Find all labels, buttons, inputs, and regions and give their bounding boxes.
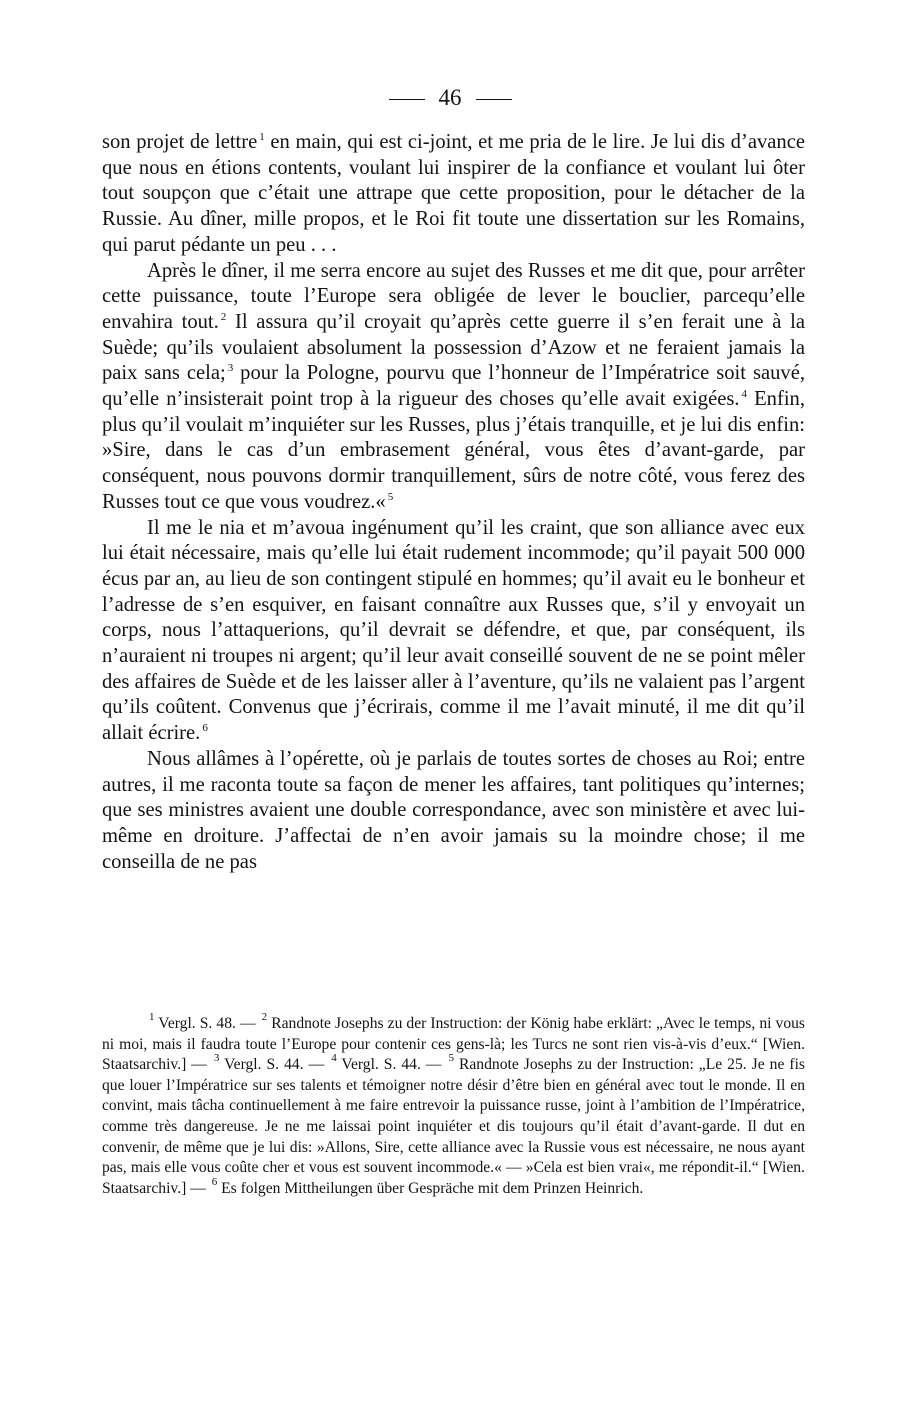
text-segment: Il me le nia et m’avoua ingénument qu’il les craint, que son alliance avec eux lui était nécessaire, mais qu’elle lui était rudement incommode; qu’il payait 500 000 écus par an, au lieu de son contingent stipulé en hommes; qu’il avait eu le bonheur et l’adresse de s’en esquiver, en faisant connaître aux Russes que, s’il y envoyait un corps, nous l’attaquerions, qu’il devrait se défendre, et que, par conséquent, ils n’auraient ni troupes ni argent; qu’il leur avait conseillé souvent de ne se point mêler des affaires de Suède et de les laisser aller à l’aventure, qu’ils ne valaient pas l’argent qu’ils coûtent. Convenus que j’écrirais, comme il me l’avait minuté, il me dit qu’il allait écrire. — [102, 516, 805, 745]
footnote-block — [102, 1011, 805, 1199]
paragraph-1 — [102, 130, 805, 259]
text-segment: pour la Pologne, pourvu que l’honneur de l’Impératrice soit sauvé, qu’elle n’insisterait point trop à la rigueur des choses qu’elle avait exigées. — [102, 362, 805, 411]
main-text — [102, 130, 805, 875]
footnote-text: Vergl. S. 44. — — [336, 1056, 447, 1074]
footnote-marker: 4 — [331, 1052, 337, 1065]
text-segment: Nous allâmes à l’opérette, où je parlais de toutes sortes de choses au Roi; entre autres, il me raconta toute sa façon de mener les affaires, tant politiques qu’internes; que ses ministres avaient une double correspondance, avec son ministère et avec lui-même en droiture. J’affectai de n’en avoir jamais su la moindre chose; il me conseilla de ne pas — [102, 747, 805, 873]
paragraph-4 — [102, 747, 805, 876]
text-segment: Enfin, plus qu’il voulait m’inquiéter sur les Russes, plus j’étais tranquille, et je lui dis enfin: »Sire, dans le cas d’un embrasement général, vous êtes d’avant-garde, par conséquent, nous pouvons dormir tranquillement, sûrs de notre côté, vous ferez des Russes tout ce que vous voudrez.« — [102, 388, 805, 513]
footnote-ref: 5 — [387, 490, 394, 503]
footnote-marker: 1 — [149, 1011, 155, 1023]
footnote-marker: 6 — [211, 1175, 218, 1188]
header-rule-right — [476, 99, 512, 100]
footnote-text: Randnote Josephs zu der Instruction: der König habe erklärt: „Avec le temps, ni vous ni moi, mais il faudra toute l’Europe pour contenir ces gens-là; les Turcs ne sont rien vis-à-vis d’eux.“ [Wien. Staatsarchiv.] — — [102, 1015, 805, 1074]
footnotes — [102, 1011, 805, 1199]
paragraph-3 — [102, 516, 805, 747]
footnote-marker: 3 — [213, 1052, 220, 1065]
page-header — [0, 84, 900, 112]
footnote-ref: 2 — [220, 310, 227, 323]
page-number: 46 — [438, 85, 462, 110]
footnote-text: Vergl. S. 48. — — [154, 1015, 260, 1032]
text-segment: en main, qui est ci-joint, et me pria de le lire. Je lui dis d’avance que nous en étions contents, voulant lui inspirer de la confiance et voulant lui ôter tout soupçon que c’était une attrape que cette proposition, pour le détacher de la Russie. Au dîner, mille propos, et le Roi fit toute une dissertation sur les Romains, qui parut pédante un peu . . . — [102, 131, 805, 256]
footnote-text: Randnote Josephs zu der Instruction: „Le 25. Je ne fis que louer l’Impératrice sur ses talents et témoigner notre désir d’être bien en général avec tout le monde. Il en convint, mais tâcha continuellement à me faire entrevoir la puissance russe, joint à l’ambition de l’Impératrice, comme très dangereuse. Je ne me laissai point inquiéter et dis toujours qu’il était d’avant-garde. Il dut en convenir, de même que je lui dis: »Allons, Sire, cette alliance avec la Russie vous est nécessaire, ne nous ayant pas, mais elle vous coûte cher et vous est souvent incommode.« — »Cela est bien vrai«, me répondit-il.“ [Wien. Staatsarchiv.] — — [102, 1056, 805, 1197]
footnote-ref: 4 — [741, 388, 748, 401]
footnote-text: Vergl. S. 44. — — [219, 1056, 330, 1074]
footnote-ref: 3 — [227, 362, 234, 375]
footnote-marker: 5 — [448, 1052, 454, 1065]
footnote-ref: 6 — [202, 722, 208, 735]
text-segment: Après le dîner, il me serra encore au sujet des Russes et me dit que, pour arrêter cette puissance, toute l’Europe sera obligée de lever le bouclier, parcequ’elle envahira tout. — [102, 259, 805, 333]
paragraph-2 — [102, 259, 805, 516]
header-rule-left — [389, 99, 425, 100]
text-segment: Il assura qu’il croyait qu’après cette guerre il s’en ferait une à la Suède; qu’ils voulaient absolument la possession d’Azow et ne feraient jamais la paix sans cela; — [102, 310, 805, 385]
text-segment: son projet de lettre — [102, 131, 258, 153]
footnote-ref: 1 — [259, 131, 265, 143]
footnote-text: Es folgen Mittheilungen über Gespräche mit dem Prinzen Heinrich. — [217, 1179, 644, 1197]
footnote-marker: 2 — [261, 1011, 268, 1023]
